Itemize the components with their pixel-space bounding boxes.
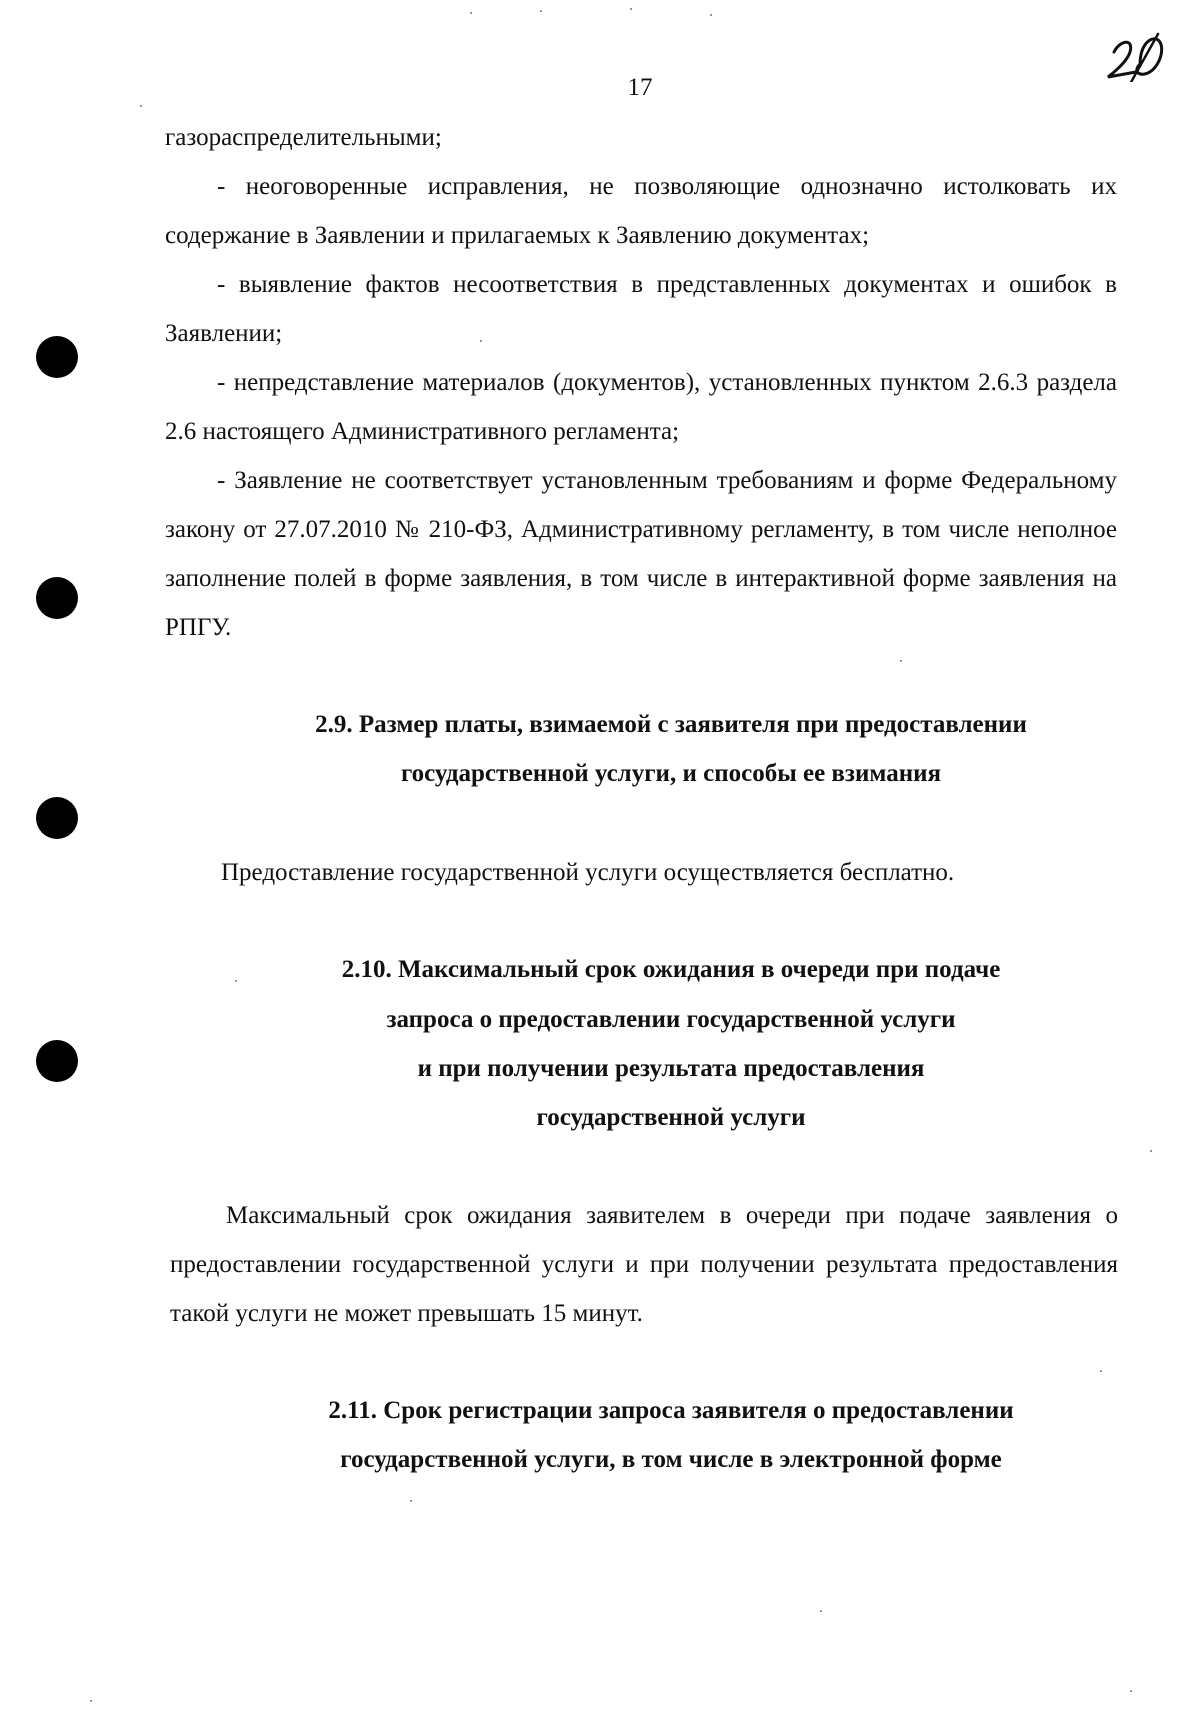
punch-hole [36, 336, 78, 378]
scan-speck [1100, 1370, 1102, 1372]
punch-hole [36, 577, 78, 619]
section-heading-2-10-line1: 2.10. Максимальный срок ожидания в очереди при подаче [341, 956, 1001, 983]
section-2-10-text: Максимальный срок ожидания заявителем в очереди при подаче заявления о предоставлении государственной услуги и при получении результата предоставления такой услуги не может превышать 15 минут. [170, 1202, 1118, 1327]
section-2-9-text: Предоставление государственной услуги осуществляется бесплатно. [221, 859, 955, 886]
section-heading-2-10-line3: и при получении результата предоставления [417, 1055, 925, 1082]
scan-speck [410, 1500, 412, 1502]
scan-speck [820, 1610, 822, 1612]
scan-speck [140, 105, 142, 107]
scan-speck [1130, 1690, 1132, 1692]
handwritten-sheet-number [1100, 22, 1180, 82]
page-number: 17 [627, 74, 653, 101]
scan-speck [900, 660, 902, 662]
section-heading-2-9-line2: государственной услуги, и способы ее взимания [400, 760, 942, 787]
scan-speck [540, 10, 542, 12]
scan-speck [235, 980, 237, 982]
section-heading-2-10-line4: государственной услуги [536, 1104, 806, 1131]
scan-speck [710, 14, 712, 16]
scan-speck [90, 1700, 92, 1702]
section-heading-2-10-line2: запроса о предоставлении государственной услуги [386, 1006, 956, 1033]
list-item: - неоговоренные исправления, не позволяющие однозначно истолковать их содержание в Заявлении и прилагаемых к Заявлению документах; [165, 173, 1117, 249]
scan-speck [630, 8, 632, 10]
punch-hole [36, 797, 78, 839]
scan-speck [470, 12, 472, 14]
section-heading-2-11-line2: государственной услуги, в том числе в электронной форме [340, 1446, 1002, 1473]
section-heading-2-9-line1: 2.9. Размер платы, взимаемой с заявителя при предоставлении [315, 711, 1027, 738]
section-heading-2-11-line1: 2.11. Срок регистрации запроса заявителя о предоставлении [328, 1397, 1014, 1424]
continuation-line: газораспределительными; [165, 124, 442, 151]
scan-speck [480, 340, 482, 342]
list-block [165, 113, 1117, 652]
list-item: - Заявление не соответствует установленным требованиям и форме Федеральному закону от 27.07.2010 № 210-ФЗ, Административному регламенту, в том числе неполное заполнение полей в форме заявления, в том числе в интерактивной форме заявления на РПГУ. [165, 467, 1117, 641]
list-item: - непредставление материалов (документов), установленных пунктом 2.6.3 раздела 2.6 настоящего Административного регламента; [165, 369, 1117, 445]
scan-speck [1150, 1150, 1152, 1152]
list-item: - выявление фактов несоответствия в представленных документах и ошибок в Заявлении; [165, 271, 1117, 347]
punch-hole [36, 1040, 78, 1082]
